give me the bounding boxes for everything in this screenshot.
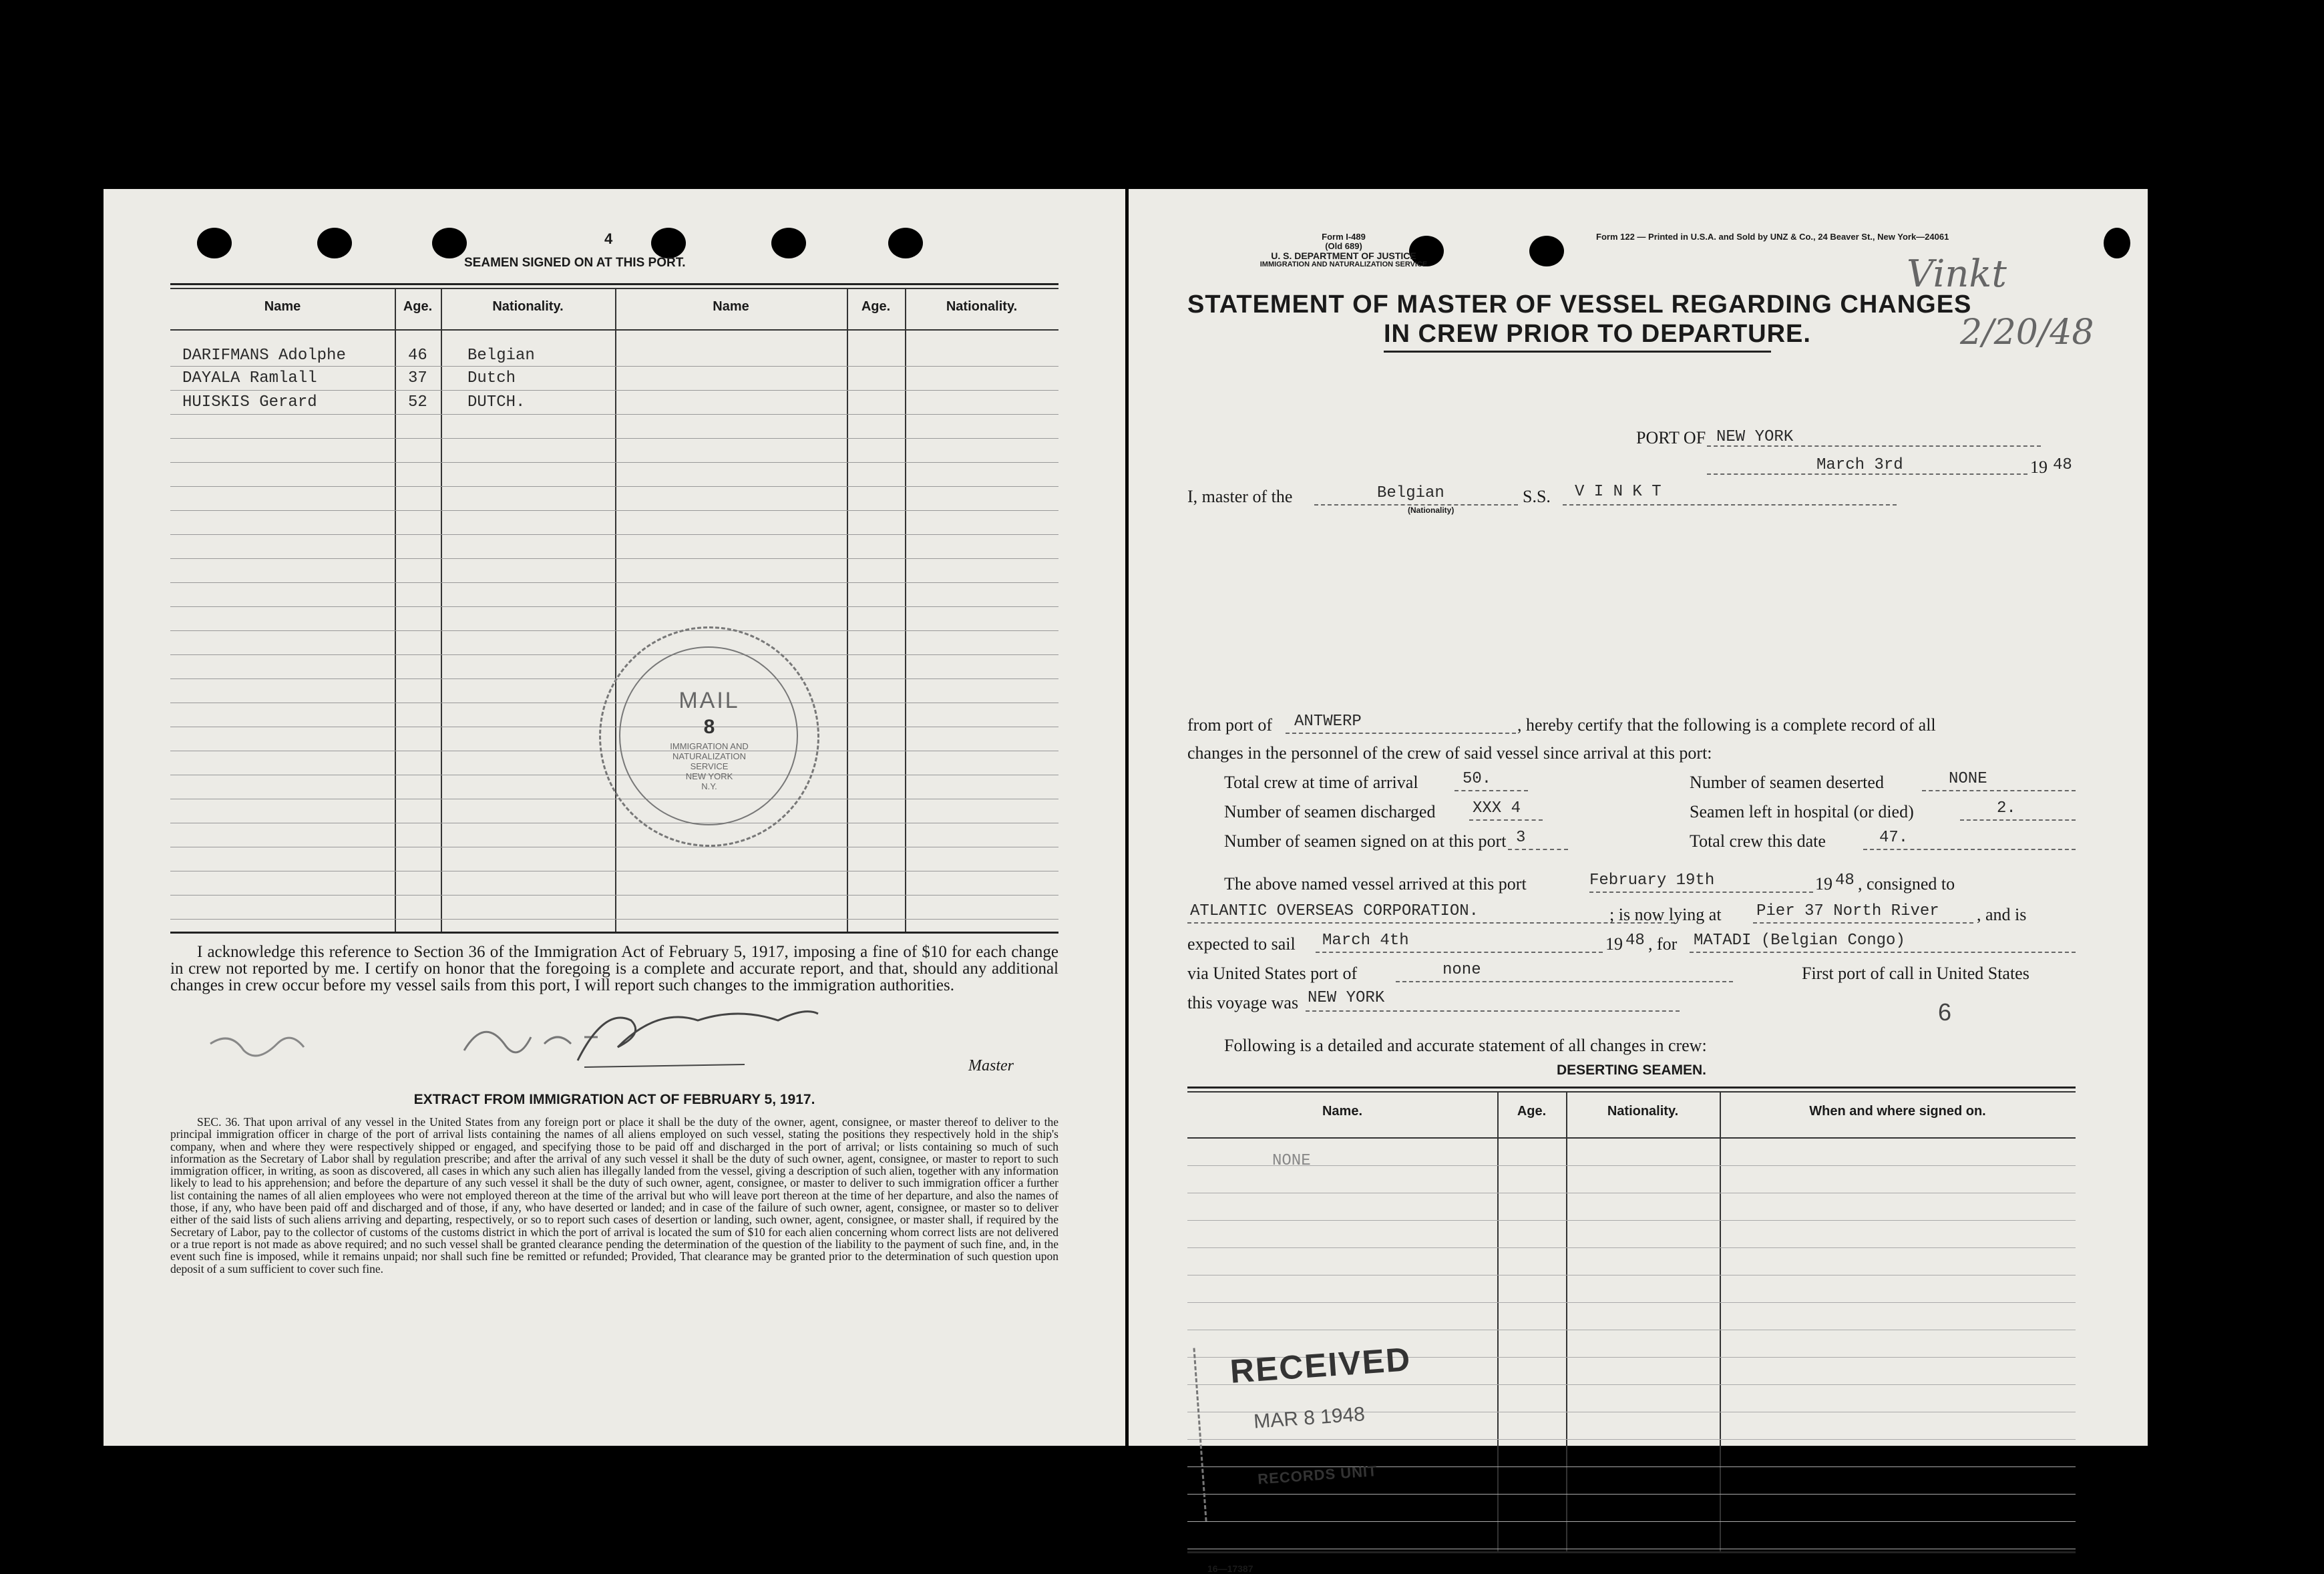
- stamp-line: SERVICE: [690, 761, 729, 771]
- for-label: , for: [1648, 934, 1678, 954]
- rule-line: [1316, 952, 1603, 953]
- discharged-label: Number of seamen discharged: [1224, 802, 1436, 821]
- table-row-line: [170, 895, 1058, 896]
- deserted-value: NONE: [1949, 770, 1987, 788]
- table-row-age: 52: [408, 393, 427, 411]
- table-row-nationality: Dutch: [467, 369, 516, 387]
- table-row-name: HUISKIS Gerard: [182, 393, 317, 411]
- ship-name: V I N K T: [1575, 483, 1662, 501]
- from-port-value: ANTWERP: [1294, 713, 1362, 731]
- column-header-age: Age.: [403, 299, 433, 314]
- signatures: [170, 997, 1058, 1077]
- table-row-nationality: DUTCH.: [467, 393, 526, 411]
- stamp-date: 8: [703, 716, 715, 738]
- deserting-column-signed-on: When and where signed on.: [1809, 1104, 1986, 1119]
- form-old-number: (Old 689): [1325, 241, 1362, 251]
- arrived-label: The above named vessel arrived at this port: [1224, 874, 1527, 894]
- year-prefix: 19: [2030, 457, 2048, 477]
- master-of-label: I, master of the: [1187, 487, 1293, 506]
- form-title-line2: IN CREW PRIOR TO DEPARTURE.: [1384, 320, 1811, 348]
- expected-year-value: 48: [1625, 932, 1645, 950]
- rule-line: [1187, 1521, 2076, 1522]
- acknowledgment-text: I acknowledge this reference to Section 36 of the Immigration Act of February 5, 1917, imposing a fine of $10 for each change in crew not reported by me. I certify on honor that the foregoing is a complete and accurate report, and that, should any additional changes in crew occur before my vessel sails from this port, I will report such changes to the immigration authorities.: [170, 943, 1058, 994]
- rule-line: [1589, 892, 1813, 893]
- rule-line: [1187, 922, 1675, 924]
- rule-line: [1508, 849, 1568, 850]
- certify-text: , hereby certify that the following is a complete record of all: [1517, 715, 1936, 735]
- nationality-value: Belgian: [1377, 484, 1444, 502]
- punch-hole: [197, 228, 232, 258]
- table-row-line: [170, 919, 1058, 920]
- table-row-line: [170, 438, 1058, 439]
- deserting-column-nationality: Nationality.: [1607, 1104, 1679, 1119]
- expected-label: expected to sail: [1187, 934, 1296, 954]
- expected-year-prefix: 19: [1605, 934, 1623, 954]
- rule-line: [1469, 819, 1543, 821]
- rule-line: [1863, 849, 2076, 850]
- rule-line: [1960, 819, 2076, 821]
- pier-value: Pier 37 North River: [1756, 902, 1939, 920]
- rule-line: [1187, 1551, 2076, 1553]
- section-title: SEAMEN SIGNED ON AT THIS PORT.: [464, 256, 686, 270]
- table-row-age: 37: [408, 369, 427, 387]
- mail-stamp: [599, 626, 819, 847]
- destination-value: MATADI (Belgian Congo): [1694, 932, 1905, 950]
- table-row-name: DARIFMANS Adolphe: [182, 347, 346, 365]
- column-header-nationality: Nationality.: [492, 299, 564, 314]
- right-page: [1129, 189, 2148, 1574]
- arrived-value: February 19th: [1589, 871, 1715, 890]
- printer-note: Form 122 — Printed in U.S.A. and Sold by UNZ & Co., 24 Beaver St., New York—24061: [1596, 232, 1949, 242]
- date-value: March 3rd: [1816, 456, 1903, 474]
- column-header-age-2: Age.: [861, 299, 891, 314]
- stamp-line: NEW YORK: [685, 771, 733, 781]
- table-row-line: [170, 558, 1058, 559]
- rule-line: [1455, 790, 1528, 791]
- stamp-line: N.Y.: [701, 781, 717, 791]
- page-mark: 6: [1938, 998, 1952, 1026]
- first-port-label: First port of call in United States: [1802, 964, 2029, 983]
- rule-line: [1187, 1087, 2076, 1089]
- punch-hole: [888, 228, 923, 258]
- extract-title: EXTRACT FROM IMMIGRATION ACT OF FEBRUARY 5, 1917.: [413, 1092, 815, 1107]
- consigned-label: , consigned to: [1858, 874, 1955, 894]
- form-title-line1: STATEMENT OF MASTER OF VESSEL REGARDING CHANGES: [1187, 290, 1972, 319]
- port-value: NEW YORK: [1716, 428, 1794, 446]
- total-crew-value: 50.: [1463, 770, 1492, 788]
- signed-on-label: Number of seamen signed on at this port: [1224, 831, 1507, 851]
- rule-line: [1922, 790, 2076, 791]
- via-value: none: [1442, 961, 1481, 979]
- deserting-row-name: NONE: [1272, 1152, 1311, 1170]
- discharged-value: XXX 4: [1473, 799, 1521, 817]
- received-stamp-title: RECEIVED: [1229, 1340, 1412, 1390]
- expected-value: March 4th: [1322, 932, 1409, 950]
- changes-text: changes in the personnel of the crew of said vessel since arrival at this port:: [1187, 743, 1712, 763]
- punch-hole: [432, 228, 467, 258]
- table-row-line: [170, 606, 1058, 607]
- total-this-date-value: 47.: [1879, 829, 1909, 847]
- deserted-label: Number of seamen deserted: [1690, 773, 1884, 792]
- punch-hole: [651, 228, 686, 258]
- page-number: 4: [604, 230, 613, 247]
- department-name: U. S. DEPARTMENT OF JUSTICE: [1271, 250, 1416, 261]
- deserting-column-age: Age.: [1517, 1104, 1547, 1119]
- table-row-name: DAYALA Ramlall: [182, 369, 317, 387]
- punch-hole: [1529, 236, 1564, 266]
- table-row-nationality: Belgian: [467, 347, 535, 365]
- rule-line: [1720, 1091, 1721, 1551]
- and-is-label: , and is: [1977, 905, 2027, 924]
- stamp-line: NATURALIZATION: [672, 751, 747, 761]
- port-label: PORT OF: [1636, 428, 1706, 447]
- table-row-line: [170, 582, 1058, 583]
- hospital-value: 2.: [1997, 799, 2016, 817]
- hospital-label: Seamen left in hospital (or died): [1690, 802, 1914, 821]
- rule-line: [1306, 1010, 1680, 1012]
- arrived-year-prefix: 19: [1815, 874, 1832, 894]
- master-signature-label: Master: [968, 1057, 1014, 1074]
- rule-line: [1566, 1091, 1567, 1551]
- handwritten-date: 2/20/48: [1960, 313, 2094, 353]
- table-row-line: [170, 510, 1058, 511]
- extract-text: SEC. 36. That upon arrival of any vessel in the United States from any foreign port or place it shall be the duty of the owner, agent, consignee, or master thereof to deliver to the principal immigration officer in charge of the port of arrival lists containing the names of all aliens employed on such vessel, stating the positions they respectively hold in the ship's company, when and where they were respectively shipped or engaged, and specifying those to be paid off and discharged in the port of arrival; or lists containing so much of such information as the Secretary of Labor shall by regulation prescribe; and after the arrival of any such vessel it shall be the duty of such owner, agent, consignee, or master to report to such immigration officer, in writing, as soon as discovered, all cases in which any such alien has illegally landed from the vessel, giving a description of such alien, together with any information likely to lead to his apprehension; and before the departure of any such vessel it shall be the duty of such owner, agent, consignee, or master to deliver to such immigration officer a further list containing the names of all alien employees who were not employed thereon at the time of the arrival but who will leave port thereon at the time of her departure, and also the names of those, if any, who have been paid off and discharged and of those, if any, who have deserted or landed; and in case of the failure of such owner, agent, consignee, or master so to deliver either of the said lists of such aliens arriving and departing, respectively, or so to report such cases of desertion or landing, such owner, agent, consignee, or master shall, if required by the Secretary of Labor, pay to the collector of customs of the customs district in which the port of arrival is located the sum of $10 for each alien concerning whom correct lists are not delivered or a true report is not made as above required; and no such vessel shall be granted clearance pending the determination of the question of the liability to the payment of such fine, and, in the event such fine is imposed, while it remains unpaid; nor shall such fine be remitted or refunded; Provided, That clearance may be granted prior to the determination of such question upon deposit of a sum sufficient to cover such fine.: [170, 1115, 1058, 1275]
- rule-line: [1690, 952, 2076, 953]
- via-label: via United States port of: [1187, 964, 1358, 983]
- table-row-line: [170, 462, 1058, 463]
- table-row-age: 46: [408, 347, 427, 365]
- nationality-caption: (Nationality): [1408, 506, 1455, 515]
- year-value: 48: [2053, 456, 2072, 474]
- rule-line: [1286, 733, 1516, 734]
- rule-line: [1187, 1165, 2076, 1166]
- deserting-title: DESERTING SEAMEN.: [1556, 1062, 1707, 1078]
- rule-line: [1187, 1091, 2076, 1093]
- table-row-line: [170, 534, 1058, 535]
- stamp-line: IMMIGRATION AND: [670, 741, 749, 751]
- signed-on-value: 3: [1516, 829, 1526, 847]
- received-stamp-unit: RECORDS UNIT: [1257, 1462, 1378, 1488]
- punch-hole: [2104, 228, 2130, 258]
- column-header-nationality-2: Nationality.: [946, 299, 1018, 314]
- table-row-line: [170, 486, 1058, 487]
- table-row-line: [170, 390, 1058, 391]
- total-crew-label: Total crew at time of arrival: [1224, 773, 1418, 792]
- received-stamp: [1193, 1328, 1500, 1521]
- rule-line: [1187, 1302, 2076, 1303]
- table-row-line: [170, 366, 1058, 367]
- stamp-mail-label: MAIL: [679, 688, 740, 713]
- consignee-value: ATLANTIC OVERSEAS CORPORATION.: [1190, 902, 1479, 920]
- lying-label: ; is now lying at: [1609, 905, 1722, 924]
- arrived-year-value: 48: [1835, 871, 1855, 890]
- punch-hole: [771, 228, 806, 258]
- voyage-label: this voyage was: [1187, 993, 1299, 1012]
- rule-line: [1187, 1137, 2076, 1139]
- rule-line: [1396, 981, 1733, 982]
- following-text: Following is a detailed and accurate statement of all changes in crew:: [1224, 1036, 1707, 1055]
- voyage-value: NEW YORK: [1308, 989, 1385, 1007]
- rule-line: [1753, 922, 1973, 924]
- ss-label: S.S.: [1523, 487, 1551, 506]
- received-stamp-date: MAR 8 1948: [1253, 1403, 1366, 1433]
- footer-code: 16—17387: [1207, 1563, 1253, 1574]
- left-page: [104, 189, 1125, 1446]
- column-header-name-2: Name: [713, 299, 749, 314]
- form-number: Form I-489: [1322, 232, 1366, 242]
- handwritten-name: Vinkt: [1907, 252, 2007, 296]
- rule-line: [1187, 1247, 2076, 1248]
- total-this-date-label: Total crew this date: [1690, 831, 1826, 851]
- column-header-name: Name: [264, 299, 301, 314]
- punch-hole: [317, 228, 352, 258]
- service-name: IMMIGRATION AND NATURALIZATION SERVICE: [1260, 260, 1428, 268]
- rule-line: [1187, 1220, 2076, 1221]
- table-row-line: [170, 414, 1058, 415]
- deserting-column-name: Name.: [1322, 1104, 1363, 1119]
- from-port-label: from port of: [1187, 715, 1273, 735]
